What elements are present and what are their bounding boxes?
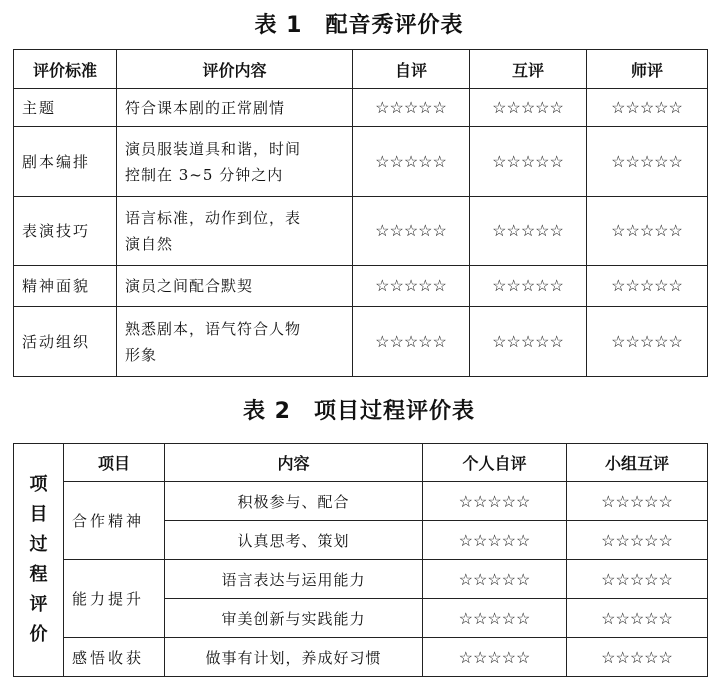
star-rating-self[interactable]: ☆☆☆☆☆ [353,89,470,127]
table-row [14,307,708,377]
header-self-eval: 自评 [353,50,470,89]
evaluation-table-project-process [13,443,708,677]
table-row [14,127,708,197]
table-row [14,638,708,677]
content-cell [117,307,353,377]
evaluation-table-dubbing [13,49,708,377]
star-rating-teacher[interactable]: ☆☆☆☆☆ [587,127,708,197]
criterion-cell: 剧本编排 [14,127,117,197]
content-cell: 做事有计划，养成好习惯 [165,638,423,677]
star-rating-peer[interactable]: ☆☆☆☆☆ [470,89,587,127]
star-rating-self[interactable]: ☆☆☆☆☆ [423,482,567,521]
header-content: 评价内容 [117,50,353,89]
table1-title: 表 1 配音秀评价表 [254,13,464,38]
side-label-project-process [14,444,64,677]
criterion-cell: 主题 [14,89,117,127]
content-line: 演自然 [125,235,174,253]
content-cell [117,89,353,127]
side-label-char: 评 [29,594,48,615]
star-rating-group[interactable]: ☆☆☆☆☆ [567,560,708,599]
star-rating-self[interactable]: ☆☆☆☆☆ [423,560,567,599]
side-label-char: 价 [29,624,48,645]
star-rating-peer[interactable]: ☆☆☆☆☆ [470,307,587,377]
side-label-char: 过 [29,534,48,555]
table-row [14,482,708,521]
star-rating-group[interactable]: ☆☆☆☆☆ [567,599,708,638]
header-personal-self-eval: 个人自评 [423,444,567,482]
star-rating-peer[interactable]: ☆☆☆☆☆ [470,127,587,197]
table2-title: 表 2 项目过程评价表 [243,399,475,424]
content-line: 控制在 3~5 分钟之内 [125,165,284,184]
content-line: 语言标准，动作到位，表 [125,209,302,227]
header-criterion: 评价标准 [14,50,117,89]
star-rating-self[interactable]: ☆☆☆☆☆ [423,638,567,677]
criterion-cell: 精神面貌 [14,266,117,307]
content-line: 演员之间配合默契 [125,277,254,295]
star-rating-self[interactable]: ☆☆☆☆☆ [423,599,567,638]
star-rating-peer[interactable]: ☆☆☆☆☆ [470,266,587,307]
header-group-peer-eval: 小组互评 [567,444,708,482]
star-rating-teacher[interactable]: ☆☆☆☆☆ [587,266,708,307]
side-label-char: 程 [29,564,48,585]
header-teacher-eval: 师评 [587,50,708,89]
project-cell-ability: 能力提升 [64,560,165,638]
content-line: 形象 [125,345,158,364]
project-cell-insight: 感悟收获 [64,638,165,677]
table-row [14,560,708,599]
table2-header-row [14,444,708,482]
star-rating-teacher[interactable]: ☆☆☆☆☆ [587,307,708,377]
content-cell: 积极参与、配合 [165,482,423,521]
star-rating-group[interactable]: ☆☆☆☆☆ [567,482,708,521]
side-label-char: 项 [29,474,48,495]
star-rating-self[interactable]: ☆☆☆☆☆ [353,197,470,266]
content-cell: 认真思考、策划 [165,521,423,560]
star-rating-teacher[interactable]: ☆☆☆☆☆ [587,197,708,266]
star-rating-teacher[interactable]: ☆☆☆☆☆ [587,89,708,127]
project-cell-cooperation: 合作精神 [64,482,165,560]
content-line: 熟悉剧本，语气符合人物 [125,319,302,338]
content-cell [117,197,353,266]
content-line: 演员服装道具和谐，时间 [125,139,302,158]
table1-header-row [14,50,708,89]
table-row [14,89,708,127]
star-rating-group[interactable]: ☆☆☆☆☆ [567,521,708,560]
star-rating-self[interactable]: ☆☆☆☆☆ [353,266,470,307]
star-rating-self[interactable]: ☆☆☆☆☆ [423,521,567,560]
criterion-cell: 活动组织 [14,307,117,377]
star-rating-self[interactable]: ☆☆☆☆☆ [353,307,470,377]
criterion-cell: 表演技巧 [14,197,117,266]
header-project: 项目 [64,444,165,482]
star-rating-peer[interactable]: ☆☆☆☆☆ [470,197,587,266]
content-cell [117,266,353,307]
star-rating-group[interactable]: ☆☆☆☆☆ [567,638,708,677]
content-cell: 审美创新与实践能力 [165,599,423,638]
content-line: 符合课本剧的正常剧情 [125,98,286,117]
table-row [14,266,708,307]
star-rating-self[interactable]: ☆☆☆☆☆ [353,127,470,197]
header-peer-eval: 互评 [470,50,587,89]
header-content: 内容 [165,444,423,482]
content-cell: 语言表达与运用能力 [165,560,423,599]
content-cell [117,127,353,197]
table-row [14,197,708,266]
side-label-char: 目 [29,504,48,525]
